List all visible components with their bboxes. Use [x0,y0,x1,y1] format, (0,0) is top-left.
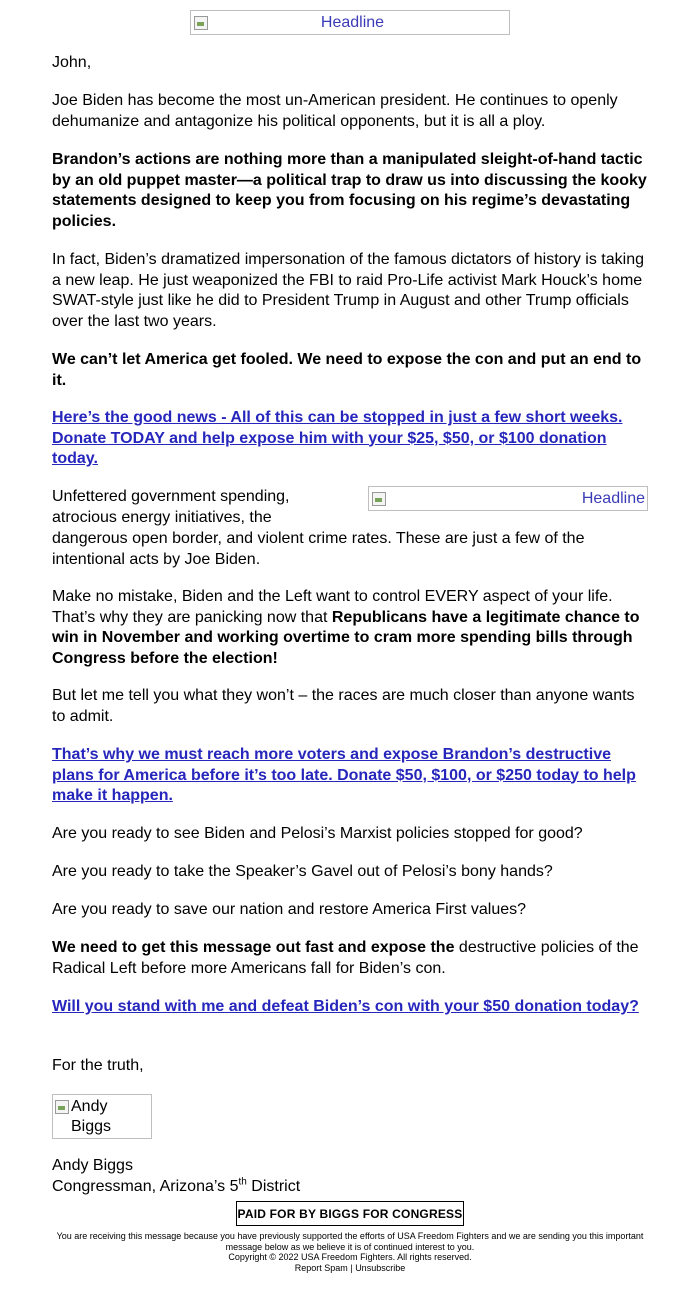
closing: For the truth, [52,1057,144,1074]
paragraph-control-plain: Make no mistake, Biden and the Left want to control EVERY aspect of your life. That’s why they are panicking now that [52,588,613,626]
paragraph-races: But let me tell you what they won’t – the races are much closer than anyone wants to admit. [52,687,635,725]
unsubscribe-link[interactable]: Unsubscribe [355,1262,406,1273]
broken-image-icon [194,16,208,30]
inline-headline-image-alt: Headline [581,489,645,507]
signer-name: Andy Biggs [52,1157,133,1174]
signature-image-alt: Andy Biggs [71,1098,112,1135]
footer-notice: You are receiving this message because you have previously supported the efforts of USA Freedom Fighters and we are sending you this important message below as we believe it is of continued interest to you. [56,1231,644,1252]
paragraph-intro: Joe Biden has become the most un-American president. He continues to openly dehumanize and antagonize his political opponents, but it is all a ploy. [52,92,618,130]
signature-image [52,1094,152,1139]
paragraph-fbi: In fact, Biden’s dramatized impersonation of the famous dictators of history is taking a new leap. He just weaponized the FBI to raid Pro-Life activist Mark Houck’s home SWAT-style just like he did to President Trump in August and other Trump officials over the last two years. [52,251,644,330]
question-marxist: Are you ready to see Biden and Pelosi’s Marxist policies stopped for good? [52,825,583,842]
donate-link-paragraph-3 [52,997,652,1018]
headline-image [190,10,510,35]
paragraph-control [52,587,652,669]
report-spam-link[interactable]: Report Spam [294,1262,348,1273]
donate-link-2[interactable]: That’s why we must reach more voters and expose Brandon’s destructive plans for America before it’s too late. Donate $50, $100, or $250 today to help make it happen. [52,746,636,804]
footer-copyright: Copyright © 2022 USA Freedom Fighters. All rights reserved. [228,1252,472,1262]
paragraph-spending-rest: dangerous open border, and violent crime rates. These are just a few of the intentional acts by Joe Biden. [52,530,585,568]
footer-separator: | [350,1262,353,1273]
broken-image-icon [55,1100,69,1114]
inline-headline-image [368,486,648,511]
paragraph-spending-line1: Unfettered government spending, [52,488,290,505]
headline-image-alt: Headline [320,13,385,31]
paragraph-message-plain: destructive policies of the Radical Left before more Americans fall for Biden’s con. [52,939,639,977]
signer-title-prefix: Congressman, Arizona’s 5 [52,1178,239,1195]
footer-links [50,1263,650,1274]
question-gavel: Are you ready to take the Speaker’s Gavel out of Pelosi’s bony hands? [52,863,553,880]
broken-image-icon [372,492,386,506]
paragraph-fooled: We can’t let America get fooled. We need to expose the con and put an end to it. [52,351,642,389]
paid-for-disclaimer: PAID FOR BY BIGGS FOR CONGRESS [236,1201,464,1226]
paragraph-control-bold: Republicans have a legitimate chance to win in November and working overtime to cram more spending bills through Congress before the election! [52,608,640,667]
question-america-first: Are you ready to save our nation and restore America First values? [52,901,527,918]
paragraph-message-bold: We need to get this message out fast and expose the [52,939,455,956]
signer-title [52,1177,652,1198]
paragraph-brandon: Brandon’s actions are nothing more than a manipulated sleight-of-hand tactic by an old puppet master—a political trap to draw us into discussing the kooky statements designed to keep you from focusing on his regime’s devastating policies. [52,151,647,230]
paragraph-spending-line2: atrocious energy initiatives, the [52,509,272,526]
donate-link-paragraph-2 [52,745,652,807]
greeting: John, [52,54,92,71]
footer [50,1231,650,1273]
signer-title-sup: th [238,1176,247,1188]
paragraph-message [52,938,652,979]
donate-link-1[interactable]: Here’s the good news - All of this can be stopped in just a few short weeks. Donate TODAY and help expose him with your $25, $50, or $100 donation today. [52,409,623,467]
signer-title-suffix: District [246,1178,301,1195]
donate-link-paragraph-1 [52,408,652,470]
donate-link-3[interactable]: Will you stand with me and defeat Biden’s con with your $50 donation today? [52,998,639,1015]
